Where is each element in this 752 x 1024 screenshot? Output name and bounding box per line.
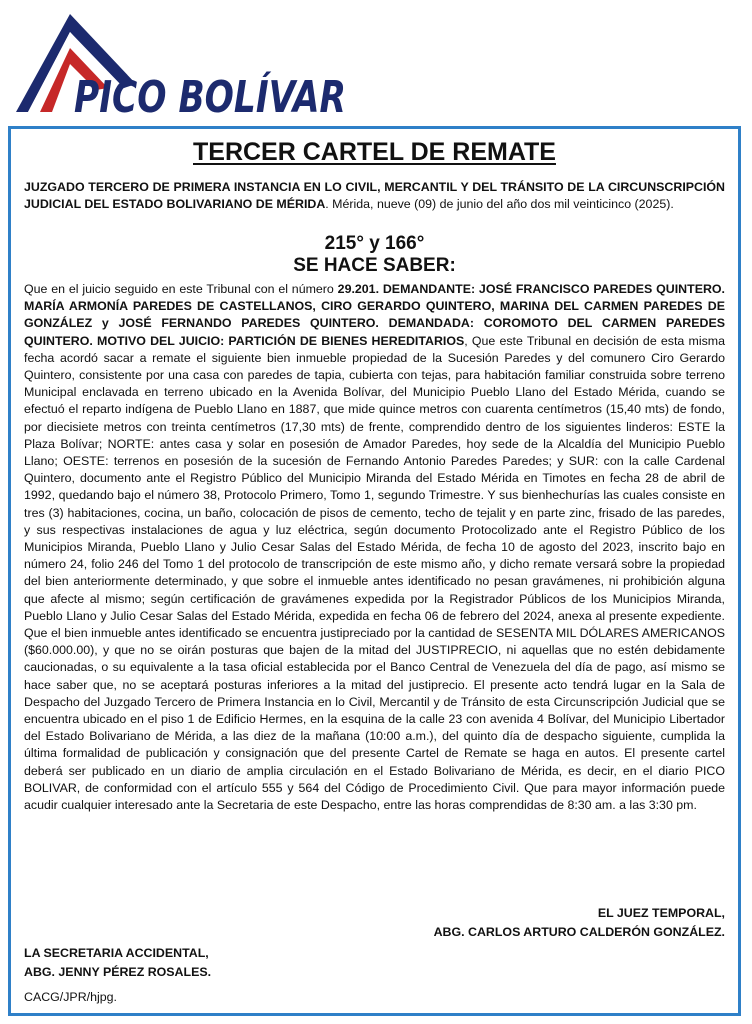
case-number: 29.201. — [337, 282, 380, 296]
se-hace-saber-heading: SE HACE SABER: — [293, 255, 456, 276]
secretary-name: ABG. JENNY PÉREZ ROSALES. — [24, 965, 212, 979]
court-paragraph — [24, 179, 725, 213]
court-name: JUZGADO TERCERO DE PRIMERA INSTANCIA EN LO CIVIL, MERCANTIL Y DEL TRÁNSITO DE LA CIRCUNSCRIPCIÓN JUDICIAL DEL ESTADO BOLIVARIANO DE MÉRIDA — [24, 180, 725, 212]
notice-frame — [8, 126, 741, 1016]
judge-title: EL JUEZ TEMPORAL, — [597, 906, 725, 920]
judge-signature — [434, 904, 725, 942]
secretary-signature — [24, 944, 211, 982]
judge-name: ABG. CARLOS ARTURO CALDERÓN GONZÁLEZ. — [433, 925, 725, 939]
body-intro: Que en el juicio seguido en este Tribunal con el número — [24, 282, 338, 296]
notice-title: TERCER CARTEL DE REMATE — [193, 138, 556, 166]
secretary-title: LA SECRETARIA ACCIDENTAL, — [24, 946, 209, 960]
court-date: . Mérida, nueve (09) de junio del año dos mil veinticinco (2025). — [325, 197, 674, 212]
year-references: 215° y 166° — [324, 233, 425, 254]
reference-initials: CACG/JPR/hjpg. — [24, 990, 117, 1004]
case-parties: DEMANDANTE: JOSÉ FRANCISCO PAREDES QUINTERO. MARÍA ARMONÍA PAREDES DE CASTELLANOS, CIRO GERARDO QUINTERO, MARINA DEL CARMEN PAREDES DE GONZÁLEZ y JOSÉ FERNANDO PAREDES QUINTERO. DEMANDADA: COROMOTO DEL CARMEN PAREDES QUINTERO. MOTIVO DEL JUICIO: PARTICIÓN DE BIENES HEREDITARIOS — [24, 282, 725, 348]
logo-wordmark: PICO BOLÍVAR — [74, 72, 422, 123]
body-text: , Que este Tribunal en decisión de esta misma fecha acordó sacar a remate el siguiente bien inmueble propiedad de la Sucesión Paredes y del comunero Ciro Gerardo Quintero, consistente por una casa con paredes de tapia, cubierta con tejas, para habitación familiar construida sobre terreno Municipal enclavada en terreno ubicado en la Avenida Bolívar, del Municipio Pueblo Llano del Estado Mérida, cuando se efectuó el reparto indígena de Pueblo Llano en 1887, que mide quince metros con cuarenta centímetros (15,40 mts) de fondo, por diecisiete metros con treinta centímetros (17,30 mts) de frente, comprendido dentro de los siguientes linderos: ESTE la Plaza Bolívar; NORTE: antes casa y solar en posesión de Amador Paredes, hoy sede de la Alcaldía del Municipio Pueblo Llano; OESTE: terrenos en posesión de la sucesión de Fernando Antonio Paredes Paredes; y SUR: con la calle Cardenal Quintero, documento ante el Registro Público del Municipio Miranda del Estado Mérida en Timotes en fecha 28 de abril de 1992, quedando bajo el número 38, Protocolo Primero, Tomo 1, segundo Trimestre. Y sus bienhechurías las cuales consiste en tres (3) habitaciones, cocina, un baño, colocación de pisos de cemento, techo de tejalit y en parte zinc, frisado de las paredes, y sus respectivas instalaciones de agua y luz eléctrica, según documento Protocolizado ante el Registro Público de los Municipios Miranda, Pueblo Llano y Julio Cesar Salas del Estado Mérida, de fecha 10 de agosto del 2023, inscrito bajo en número 24, folio 246 del Tomo 1 del protocolo de transcripción de este mismo año, y dicho remate versará sobre la propiedad del bien anteriormente determinado, y que sobre el inmueble antes identificado no pesan gravámenes, ni prohibición alguna que afecte al mismo; según certificación de gravámenes expedida por la Registrador Públicos de los Municipios Miranda, Pueblo Llano y Julio Cesar Salas del Estado Mérida, expedida en fecha 06 de febrero del 2024, anexa al presente expediente. Que el bien inmueble antes identificado se encuentra justipreciado por la cantidad de SESENTA MIL DÓLARES AMERICANOS ($60.000.00), y que no se oirán posturas que bajen de la mitad del JUSTIPRECIO, ni aquellas que no estén debidamente caucionadas, o su equivalente a la tasa oficial establecida por el Banco Central de Venezuela del día de pago, así mismo se hace saber que, no se aceptará posturas inferiores a la mitad del justiprecio. El presente acto tendrá lugar en la Sala de Despacho del Juzgado Tercero de Primera Instancia en lo Civil, Mercantil y de Tránsito de esta Circunscripción Judicial que se encuentra ubicado en el piso 1 de Edificio Hermes, en la esquina de la calle 23 con avenida 4 Bolívar, del Municipio Libertador del Estado Bolivariano de Mérida, a las diez de la mañana (10:00 a.m.), del quinto día de despacho siguiente, cumplida la última formalidad de publicación y consignación que del presente Cartel de Remate se haga en autos. El presente cartel deberá ser publicado en un diario de amplia circulación en el Estado Bolivariano de Mérida, es decir, en el diario PICO BOLIVAR, de conformidad con el artículo 555 y 564 del Código de Procedimiento Civil. Que para mayor información puede acudir cualquier interesado ante la Secretaria de este Despacho, entre las horas comprendidas de 8:30 am. a las 3:30 pm. — [24, 333, 725, 813]
pico-bolivar-logo — [12, 8, 422, 123]
notice-body — [24, 281, 725, 814]
